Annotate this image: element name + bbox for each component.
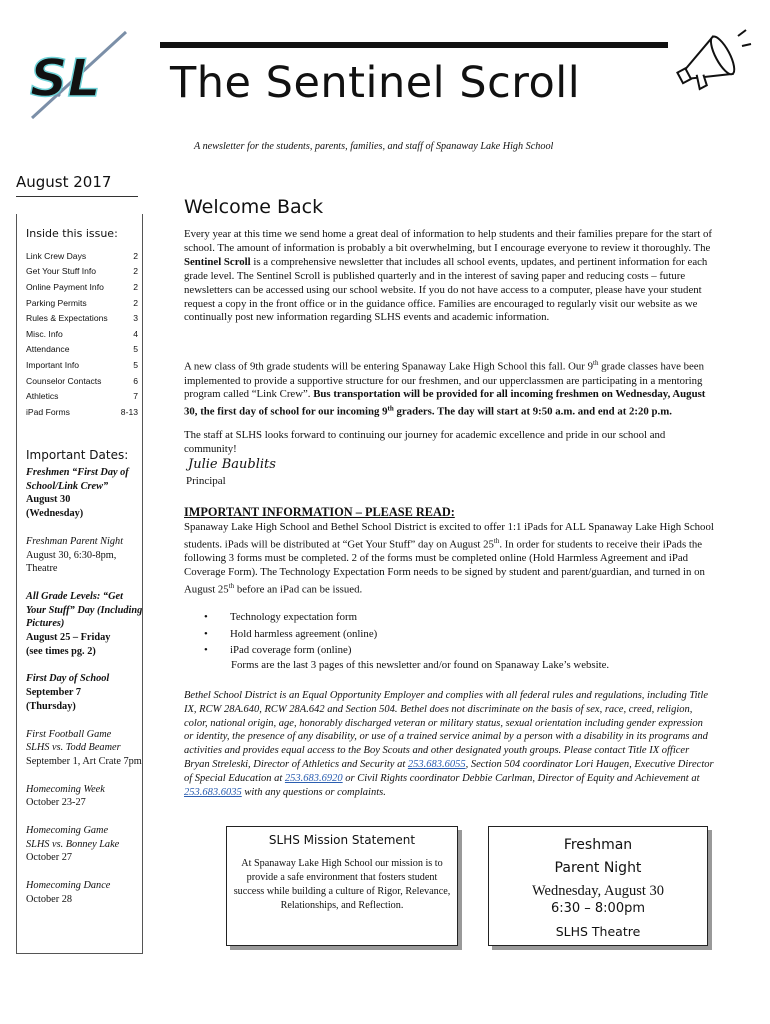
text-run: , Section 504 coordinator Lori Haugen, Executive Director of Special Education at <box>184 758 714 784</box>
toc-row <box>26 404 138 420</box>
parent-night-title-line1: Freshman <box>563 837 633 853</box>
tagline: A newsletter for the students, parents, families, and staff of Spanaway Lake High School <box>194 141 554 152</box>
toc-row <box>26 342 138 358</box>
toc-page: 6 <box>133 375 138 386</box>
event-item <box>26 783 144 810</box>
forms-note: Forms are the last 3 pages of this newsletter and/or found on Spanaway Lake’s website. <box>231 659 610 671</box>
text-run: before an iPad can be issued. <box>234 583 363 596</box>
text-run: or Civil Rights coordinator Debbie Carlman, Director of Equity and Achievement at <box>342 772 700 784</box>
principal-title: Principal <box>186 475 226 487</box>
toc-page: 4 <box>133 328 138 339</box>
text-run: A new class of 9th grade students will be entering Spanaway Lake High School this fall. Our 9 <box>184 360 593 373</box>
toc-page: 2 <box>133 281 138 292</box>
welcome-heading: Welcome Back <box>184 196 324 218</box>
toc-row <box>26 357 138 373</box>
event-item <box>26 824 144 865</box>
ordinal-suffix: th <box>493 536 500 545</box>
toc-page: 3 <box>133 313 138 324</box>
toc-page: 7 <box>133 391 138 402</box>
school-logo <box>22 26 134 126</box>
ordinal-suffix: th <box>387 404 394 413</box>
toc-page: 5 <box>133 359 138 370</box>
toc-row <box>26 388 138 404</box>
event-title: All Grade Levels: “Get Your Stuff” Day (Including Pictures) <box>26 590 143 630</box>
masthead-rule <box>160 42 668 48</box>
bullet: • <box>204 644 208 657</box>
newsletter-title: The Sentinel Scroll <box>170 58 581 108</box>
toc-row <box>26 295 138 311</box>
text-run: Spanaway Lake High School and Bethel School District is excited to offer 1:1 iPads for ALL Spanaway Lake High School students. iPads will be distributed at “Get Your Stuff” day on August 25 <box>184 521 714 551</box>
newsletter-name: Sentinel Scroll <box>184 255 251 268</box>
form-name: Hold harmless agreement (online) <box>230 627 378 640</box>
toc-label: Misc. Info <box>26 328 63 339</box>
toc-label: Counselor Contacts <box>26 375 102 386</box>
event-details: October 28 <box>26 893 73 905</box>
toc-row <box>26 373 138 389</box>
event-item <box>26 728 144 769</box>
bus-notice-end: graders. The day will start at 9:50 a.m. and end at 2:20 p.m. <box>393 405 672 418</box>
event-subtitle: SLHS vs. Bonney Lake <box>26 838 120 850</box>
text-run: grade classes have been implemented to provide a supportive structure for our freshmen, and our upperclassmen are participating in a mentoring program called “Link Crew”. <box>184 360 704 401</box>
toc-label: Rules & Expectations <box>26 313 108 324</box>
toc-label: Parking Permits <box>26 297 87 308</box>
phone-link-section-504[interactable]: 253.683.6920 <box>284 772 343 784</box>
parent-night-title-line2: Parent Night <box>554 860 642 876</box>
phone-link-civil-rights[interactable]: 253.683.6035 <box>184 786 242 798</box>
toc-label: Get Your Stuff Info <box>26 266 97 277</box>
issue-date: August 2017 <box>16 173 112 191</box>
parent-night-place: SLHS Theatre <box>555 924 641 939</box>
toc-page: 2 <box>133 266 138 277</box>
toc-label: Link Crew Days <box>26 250 87 261</box>
list-item <box>204 609 704 626</box>
form-name: iPad coverage form (online) <box>230 644 352 657</box>
toc-label: Attendance <box>26 344 70 355</box>
event-subtitle: SLHS vs. Todd Beamer <box>26 742 121 754</box>
welcome-paragraph <box>184 228 716 325</box>
toc-label: Online Payment Info <box>26 281 104 292</box>
event-title: Freshman Parent Night <box>26 535 124 547</box>
text-run: with any questions or complaints. <box>241 786 386 798</box>
closing-paragraph: The staff at SLHS looks forward to continuing our journey for academic excellence and pride in our school and community! <box>184 429 666 455</box>
parent-night-date: Wednesday, August 30 <box>531 883 664 899</box>
table-of-contents <box>26 248 138 420</box>
event-details: August 30 (Wednesday) <box>26 494 84 520</box>
phone-link-title-ix[interactable]: 253.683.6055 <box>407 758 466 770</box>
event-details: September 1, Art Crate 7pm <box>26 755 142 767</box>
logo-text: SL <box>30 49 101 109</box>
bullet: • <box>204 627 208 640</box>
text-run: Bethel School District is an Equal Opportunity Employer and complies with all federal rules and regulations, including Title IX, RCW 28A.640, RCW 28A.642 and Section 504. Bethel does not discriminate on the basis of sex, race, creed, religion, color, national origin, age, honorably discharged veteran or military status, sexual orientation including gender expression or identity, the presence of any disability, or use of a trained service animal by a person with a disability in its programs and activities and provides equal access to the Boy Scouts and other designated youth groups. Please contact Title IX officer Bryan Streleski, Director of Athletics and Security at <box>184 690 708 770</box>
toc-row <box>26 326 138 342</box>
event-title: First Day of School <box>26 673 110 685</box>
toc-row <box>26 279 138 295</box>
date-rule <box>16 196 138 197</box>
forms-list <box>204 609 704 659</box>
event-details: October 23-27 <box>26 797 86 809</box>
toc-page: 8-13 <box>120 406 138 417</box>
list-item <box>204 626 704 643</box>
toc-row <box>26 264 138 280</box>
toc-heading: Inside this issue: <box>26 227 118 240</box>
event-details: August 25 – Friday (see times pg. 2) <box>26 632 111 657</box>
megaphone-icon <box>672 28 752 94</box>
eeo-statement <box>184 689 714 799</box>
important-dates-heading: Important Dates: <box>26 448 129 462</box>
event-title: First Football Game <box>26 728 112 740</box>
parent-night-title <box>488 834 708 880</box>
text-run: . In order for students to receive their iPads the following 3 forms must be completed. 2 of the forms must be completed online (Hold Harmless Agreement and iPad Coverage Form). The Technology Expectation Form needs to be signed by student and parent/guardian, and turned in on August 25 <box>184 538 705 596</box>
event-item <box>26 590 144 659</box>
toc-page: 5 <box>133 344 138 355</box>
event-title: Homecoming Week <box>26 783 105 795</box>
event-details: October 27 <box>26 852 73 864</box>
mission-text: At Spanaway Lake High School our mission is to provide a safe environment that fosters student success while building a culture of Rigor, Relevance, Relationships, and Reflection. <box>233 858 451 911</box>
freshmen-paragraph <box>184 357 716 420</box>
principal-signature: Julie Baublits <box>188 457 276 472</box>
text-run: Every year at this time we send home a great deal of information to help students and their families prepare for the start of school. The amount of information is probably a bit overwhelming, but I encourage everyone to review it thoroughly. The <box>184 228 712 254</box>
toc-row <box>26 310 138 326</box>
ordinal-suffix: th <box>228 582 235 591</box>
form-name: Technology expectation form <box>230 611 357 623</box>
toc-page: 2 <box>133 250 138 261</box>
toc-label: Athletics <box>26 391 59 402</box>
parent-night-time: 6:30 – 8:00pm <box>550 901 646 916</box>
toc-page: 2 <box>133 297 138 308</box>
event-details: August 30, 6:30-8pm, Theatre <box>26 549 117 575</box>
event-item <box>26 672 144 713</box>
important-info-heading: IMPORTANT INFORMATION – PLEASE READ: <box>184 505 455 519</box>
event-title: Homecoming Game <box>26 825 109 837</box>
ordinal-suffix: th <box>593 359 599 367</box>
event-details: September 7 (Thursday) <box>26 687 82 712</box>
text-run: is a comprehensive newsletter that includes all school events, updates, and pertinent information for each grade level. The Sentinel Scroll is published quarterly and in the interest of saving paper and reducing costs – future newsletters can be accessed using our school website. If you do not have access to a computer, please have your student request a copy in the front office or in the guidance office. Families are encouraged to regularly visit our website as we continually post new information regarding SLHS events and academic information. <box>184 255 708 324</box>
important-dates-list <box>26 466 144 921</box>
event-item <box>26 466 144 521</box>
event-item <box>26 535 144 576</box>
bus-notice: Bus transportation will be provided for all incoming freshmen on Wednesday, August 30, the first day of school for our incoming 9 <box>184 388 706 418</box>
event-title: Homecoming Dance <box>26 880 111 892</box>
mission-title: SLHS Mission Statement <box>268 833 416 847</box>
toc-label: iPad Forms <box>26 406 70 417</box>
toc-row <box>26 248 138 264</box>
event-item <box>26 879 144 906</box>
event-title: Freshmen “First Day of School/Link Crew” <box>26 467 129 492</box>
list-item <box>204 642 704 659</box>
toc-label: Important Info <box>26 359 80 370</box>
bullet: • <box>204 611 208 623</box>
ipad-paragraph <box>184 521 716 598</box>
